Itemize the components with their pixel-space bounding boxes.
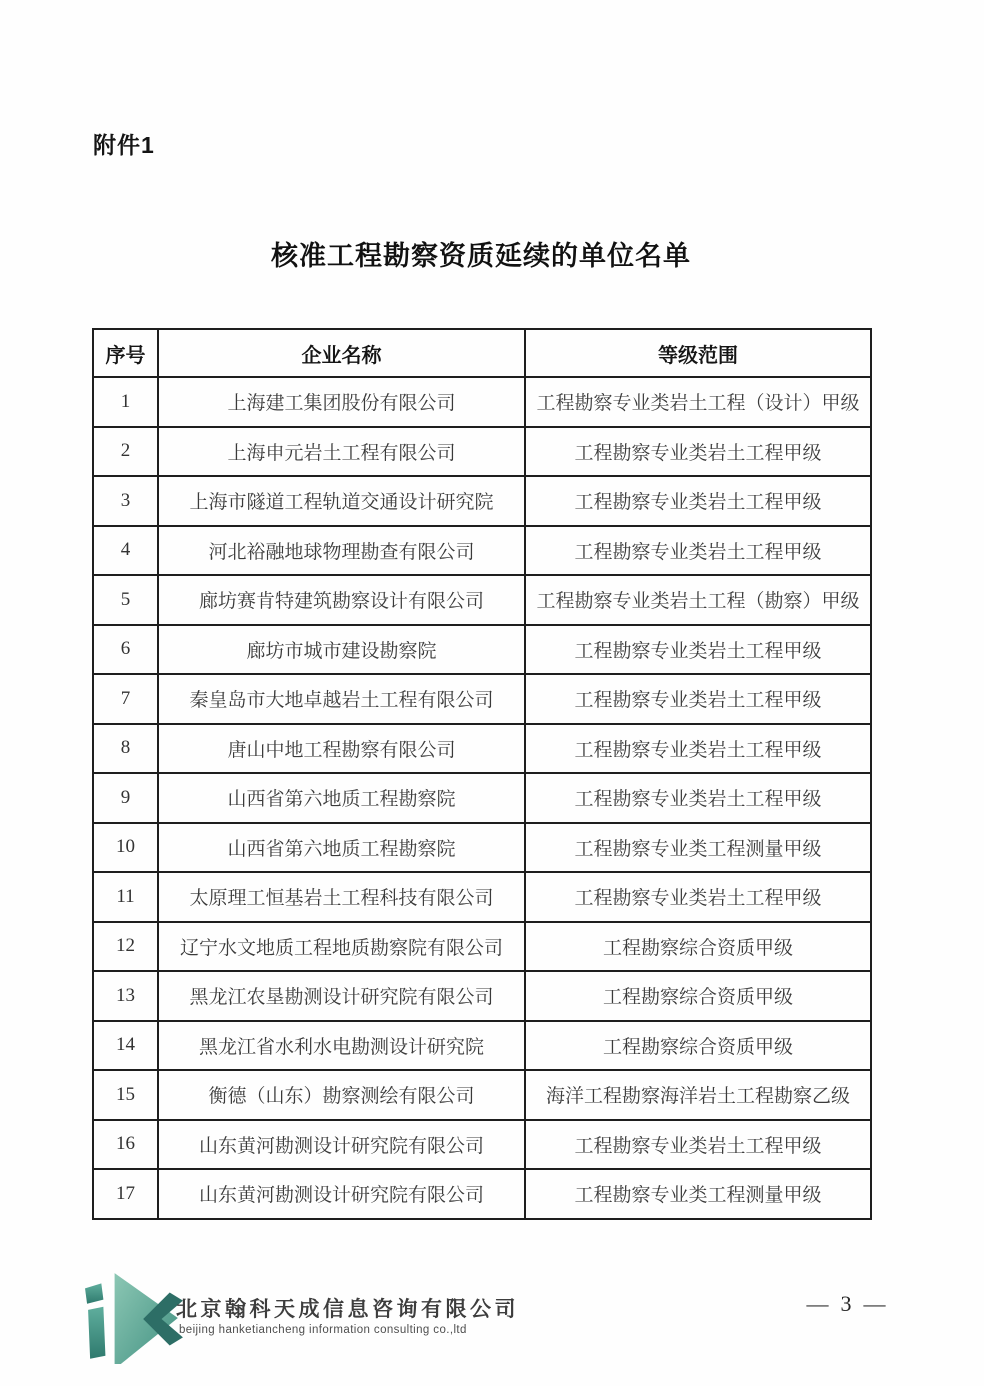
table-row (93, 526, 871, 576)
cell-company-name: 唐山中地工程勘察有限公司 (158, 724, 525, 774)
table-row (93, 823, 871, 873)
cell-company-name: 秦皇岛市大地卓越岩土工程有限公司 (158, 674, 525, 724)
cell-row-number: 2 (93, 427, 158, 477)
cell-grade-scope: 工程勘察专业类岩土工程甲级 (525, 427, 871, 477)
cell-grade-scope: 工程勘察专业类岩土工程（设计）甲级 (525, 377, 871, 427)
table-row (93, 1070, 871, 1120)
cell-grade-scope: 工程勘察专业类岩土工程甲级 (525, 625, 871, 675)
header-cell-grade: 等级范围 (525, 329, 871, 377)
cell-grade-scope: 工程勘察综合资质甲级 (525, 1021, 871, 1071)
cell-row-number: 15 (93, 1070, 158, 1120)
page-number-dash-left: — (806, 1291, 829, 1316)
cell-row-number: 1 (93, 377, 158, 427)
table-row (93, 575, 871, 625)
cell-company-name: 廊坊市城市建设勘察院 (158, 625, 525, 675)
cell-company-name: 黑龙江农垦勘测设计研究院有限公司 (158, 971, 525, 1021)
table-row (93, 625, 871, 675)
cell-row-number: 14 (93, 1021, 158, 1071)
cell-company-name: 廊坊赛肯特建筑勘察设计有限公司 (158, 575, 525, 625)
cell-grade-scope: 工程勘察专业类岩土工程甲级 (525, 773, 871, 823)
page-number-dash-right: — (863, 1291, 886, 1316)
table-row (93, 1120, 871, 1170)
cell-company-name: 上海建工集团股份有限公司 (158, 377, 525, 427)
attachment-label: 附件1 (93, 132, 155, 158)
cell-company-name: 上海申元岩土工程有限公司 (158, 427, 525, 477)
table-row (93, 971, 871, 1021)
table-row (93, 1169, 871, 1219)
cell-grade-scope: 工程勘察专业类岩土工程甲级 (525, 724, 871, 774)
hk-logo-icon (84, 1272, 186, 1364)
page-number (786, 1291, 906, 1317)
cell-row-number: 17 (93, 1169, 158, 1219)
cell-company-name: 山西省第六地质工程勘察院 (158, 773, 525, 823)
header-cell-company: 企业名称 (158, 329, 525, 377)
cell-grade-scope: 工程勘察专业类工程测量甲级 (525, 823, 871, 873)
table-row (93, 674, 871, 724)
page-title: 核准工程勘察资质延续的单位名单 (271, 241, 691, 271)
cell-company-name: 山东黄河勘测设计研究院有限公司 (158, 1120, 525, 1170)
cell-grade-scope: 工程勘察专业类岩土工程甲级 (525, 674, 871, 724)
cell-grade-scope: 工程勘察专业类岩土工程甲级 (525, 476, 871, 526)
cell-grade-scope: 工程勘察专业类岩土工程甲级 (525, 526, 871, 576)
cell-row-number: 9 (93, 773, 158, 823)
cell-row-number: 12 (93, 922, 158, 972)
cell-row-number: 13 (93, 971, 158, 1021)
cell-company-name: 山东黄河勘测设计研究院有限公司 (158, 1169, 525, 1219)
cell-company-name: 上海市隧道工程轨道交通设计研究院 (158, 476, 525, 526)
cell-grade-scope: 工程勘察综合资质甲级 (525, 922, 871, 972)
cell-grade-scope: 工程勘察专业类工程测量甲级 (525, 1169, 871, 1219)
cell-company-name: 辽宁水文地质工程地质勘察院有限公司 (158, 922, 525, 972)
page-number-value: 3 (840, 1291, 852, 1316)
cell-company-name: 山西省第六地质工程勘察院 (158, 823, 525, 873)
cell-grade-scope: 工程勘察综合资质甲级 (525, 971, 871, 1021)
cell-row-number: 4 (93, 526, 158, 576)
cell-row-number: 7 (93, 674, 158, 724)
footer-company-name-cn: 北京翰科天成信息咨询有限公司 (176, 1298, 519, 1321)
cell-row-number: 11 (93, 872, 158, 922)
cell-company-name: 河北裕融地球物理勘查有限公司 (158, 526, 525, 576)
table-row (93, 377, 871, 427)
table-row (93, 773, 871, 823)
cell-row-number: 16 (93, 1120, 158, 1170)
footer-company-name-en: beijing hanketiancheng information consulting co.,ltd (179, 1324, 467, 1336)
cell-row-number: 3 (93, 476, 158, 526)
table-row (93, 872, 871, 922)
cell-grade-scope: 工程勘察专业类岩土工程甲级 (525, 1120, 871, 1170)
cell-grade-scope: 海洋工程勘察海洋岩土工程勘察乙级 (525, 1070, 871, 1120)
table-row (93, 476, 871, 526)
header-cell-no: 序号 (93, 329, 158, 377)
cell-grade-scope: 工程勘察专业类岩土工程甲级 (525, 872, 871, 922)
cell-company-name: 太原理工恒基岩土工程科技有限公司 (158, 872, 525, 922)
cell-row-number: 5 (93, 575, 158, 625)
table-row (93, 922, 871, 972)
cell-company-name: 黑龙江省水利水电勘测设计研究院 (158, 1021, 525, 1071)
table-row (93, 427, 871, 477)
cell-company-name: 衡德（山东）勘察测绘有限公司 (158, 1070, 525, 1120)
table-header-row (93, 329, 871, 377)
cell-row-number: 6 (93, 625, 158, 675)
cell-row-number: 10 (93, 823, 158, 873)
table-row (93, 724, 871, 774)
cell-row-number: 8 (93, 724, 158, 774)
table-body (93, 377, 871, 1219)
cell-grade-scope: 工程勘察专业类岩土工程（勘察）甲级 (525, 575, 871, 625)
table-row (93, 1021, 871, 1071)
qualification-table (92, 328, 872, 1220)
